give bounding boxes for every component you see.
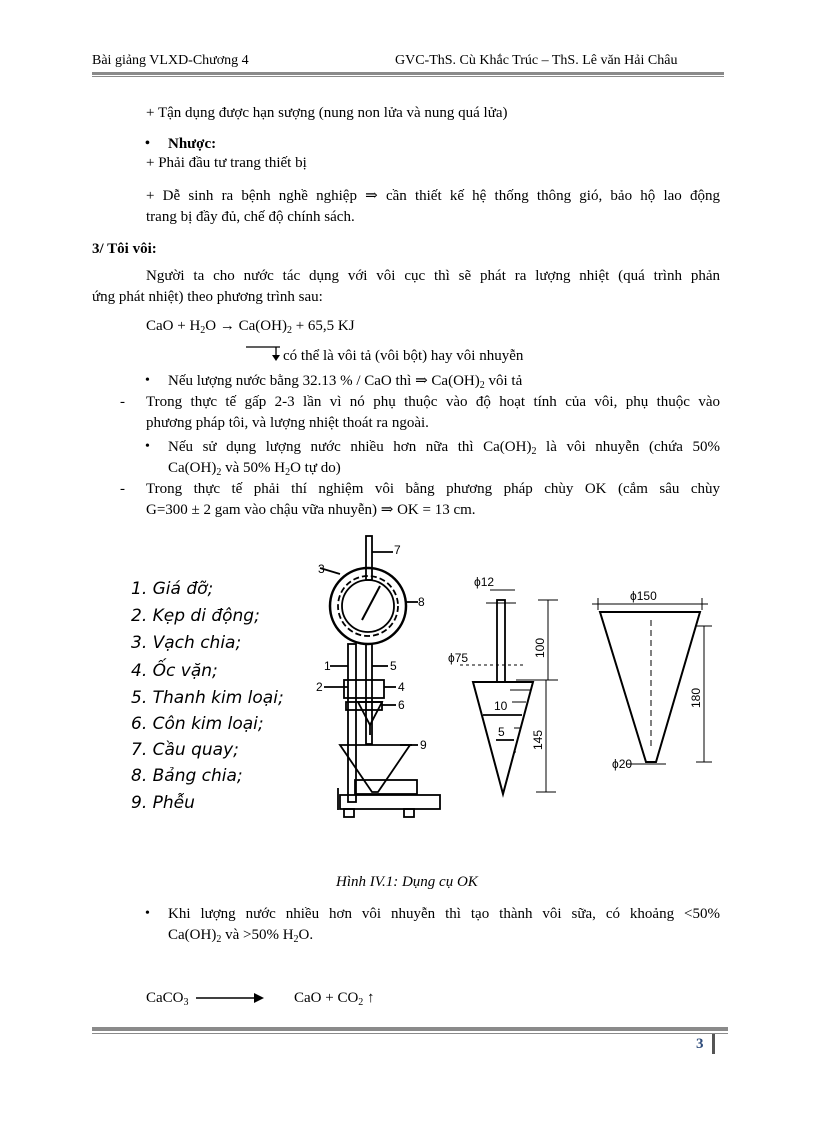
- footer-rule-thin: [92, 1033, 728, 1034]
- figure-legend-item: 3. Vạch chia;: [131, 633, 242, 653]
- dash-item-cont: G=300 ± 2 gam vào chậu vữa nhuyễn) ⇒ OK = 13 cm.: [146, 502, 476, 518]
- text-line: + Phải đầu tư trang thiết bị: [146, 155, 307, 171]
- text-line: trang bị đầy đủ, chế độ chính sách.: [146, 209, 355, 225]
- mark-10: 10: [494, 699, 508, 713]
- bullet-item: • Nếu lượng nước bằng 32.13 % / CaO thì ⇒ $Ca(OH)_2$ vôi tả: [168, 371, 522, 391]
- callout-5: 5: [390, 659, 397, 673]
- callout-7: 7: [394, 543, 401, 557]
- text-line: + Tận dụng được hạn sượng (nung non lửa và nung quá lửa): [146, 105, 508, 121]
- bullet-item: • Nếu sử dụng lượng nước nhiều hơn nữa thì $Ca(OH)_2$ là vôi nhuyễn (chứa 50%: [168, 437, 720, 457]
- dash-item: - Trong thực tế gấp 2-3 lần vì nó phụ thuộc vào độ hoạt tính của vôi, phụ thuộc vào: [146, 392, 720, 412]
- dim-phi150: ϕ150: [630, 589, 657, 603]
- bullet-item: • Khi lượng nước nhiều hơn vôi nhuyễn thì tạo thành vôi sữa, có khoảng <50%: [168, 904, 720, 924]
- bullet-item-cont: $Ca(OH)_2$ và >50% $H_2O$.: [168, 927, 314, 945]
- header-left: Bài giảng VLXD-Chương 4: [92, 53, 249, 68]
- dim-h145: 145: [531, 729, 545, 750]
- paragraph: ứng phát nhiệt) theo phương trình sau:: [92, 289, 323, 305]
- callout-9: 9: [420, 738, 427, 752]
- figure-legend-item: 7. Cầu quay;: [131, 740, 239, 760]
- dim-phi12: ϕ12: [474, 575, 495, 589]
- mark-5: 5: [498, 725, 505, 739]
- nhuoc-label: • Nhược:: [168, 134, 216, 154]
- dash-item: - Trong thực tế phải thí nghiệm vôi bằng phương pháp chùy OK (cắm sâu chùy: [146, 479, 720, 499]
- dim-phi75: ϕ75: [448, 651, 469, 665]
- dim-phi20: ϕ20: [612, 757, 633, 771]
- figure-legend-item: 1. Giá đỡ;: [131, 579, 214, 599]
- figure-legend-item: 4. Ốc vặn;: [131, 661, 218, 681]
- figure-legend-item: 9. Phễu: [131, 793, 195, 813]
- page-number: 3: [696, 1036, 704, 1052]
- header-right: GVC-ThS. Cù Khắc Trúc – ThS. Lê văn Hải Châu: [395, 53, 678, 68]
- section-title: 3/ Tôi vôi:: [92, 241, 157, 257]
- callout-4: 4: [398, 680, 405, 694]
- footer-rule: [92, 1027, 728, 1031]
- figure-legend-item: 5. Thanh kim loại;: [131, 688, 284, 708]
- equation-2-right: CaO + $CO_2$ ↑: [294, 990, 375, 1008]
- equation-note: có thể là vôi tả (vôi bột) hay vôi nhuyễn: [283, 348, 524, 364]
- down-arrow-icon: [244, 344, 284, 364]
- equation-1: CaO + $H_2O \to Ca(OH)_2 + 65,5$ KJ: [146, 318, 355, 336]
- right-arrow-icon: [196, 992, 266, 1004]
- header-rule: [92, 72, 724, 75]
- callout-3: 3: [318, 562, 325, 576]
- dim-h100: 100: [533, 637, 547, 658]
- dash-item-cont: phương pháp tôi, và lượng nhiệt thoát ra ngoài.: [146, 415, 429, 431]
- callout-1: 1: [324, 659, 331, 673]
- figure-legend-item: 2. Kẹp di động;: [131, 606, 260, 626]
- figure-legend-item: 6. Côn kim loại;: [131, 714, 264, 734]
- text-line: + Dễ sinh ra bệnh nghề nghiệp ⇒ cần thiết kế hệ thống thông gió, bảo hộ lao động: [146, 188, 720, 204]
- callout-8: 8: [418, 595, 425, 609]
- page-number-bar: [712, 1034, 715, 1054]
- dim-h180: 180: [689, 687, 703, 708]
- figure-legend-item: 8. Bảng chia;: [131, 766, 243, 786]
- figure-caption: Hình IV.1: Dụng cụ OK: [336, 874, 478, 890]
- equation-2-left: CaCO$_3$: [146, 990, 189, 1008]
- callout-2: 2: [316, 680, 323, 694]
- callout-6: 6: [398, 698, 405, 712]
- paragraph: Người ta cho nước tác dụng với vôi cục thì sẽ phát ra lượng nhiệt (quá trình phản: [146, 268, 720, 284]
- bullet-item-cont: $Ca(OH)_2$ và 50% $H_2O$ tự do): [168, 460, 341, 478]
- ok-apparatus-diagram: [300, 530, 740, 830]
- header-rule-thin: [92, 76, 724, 77]
